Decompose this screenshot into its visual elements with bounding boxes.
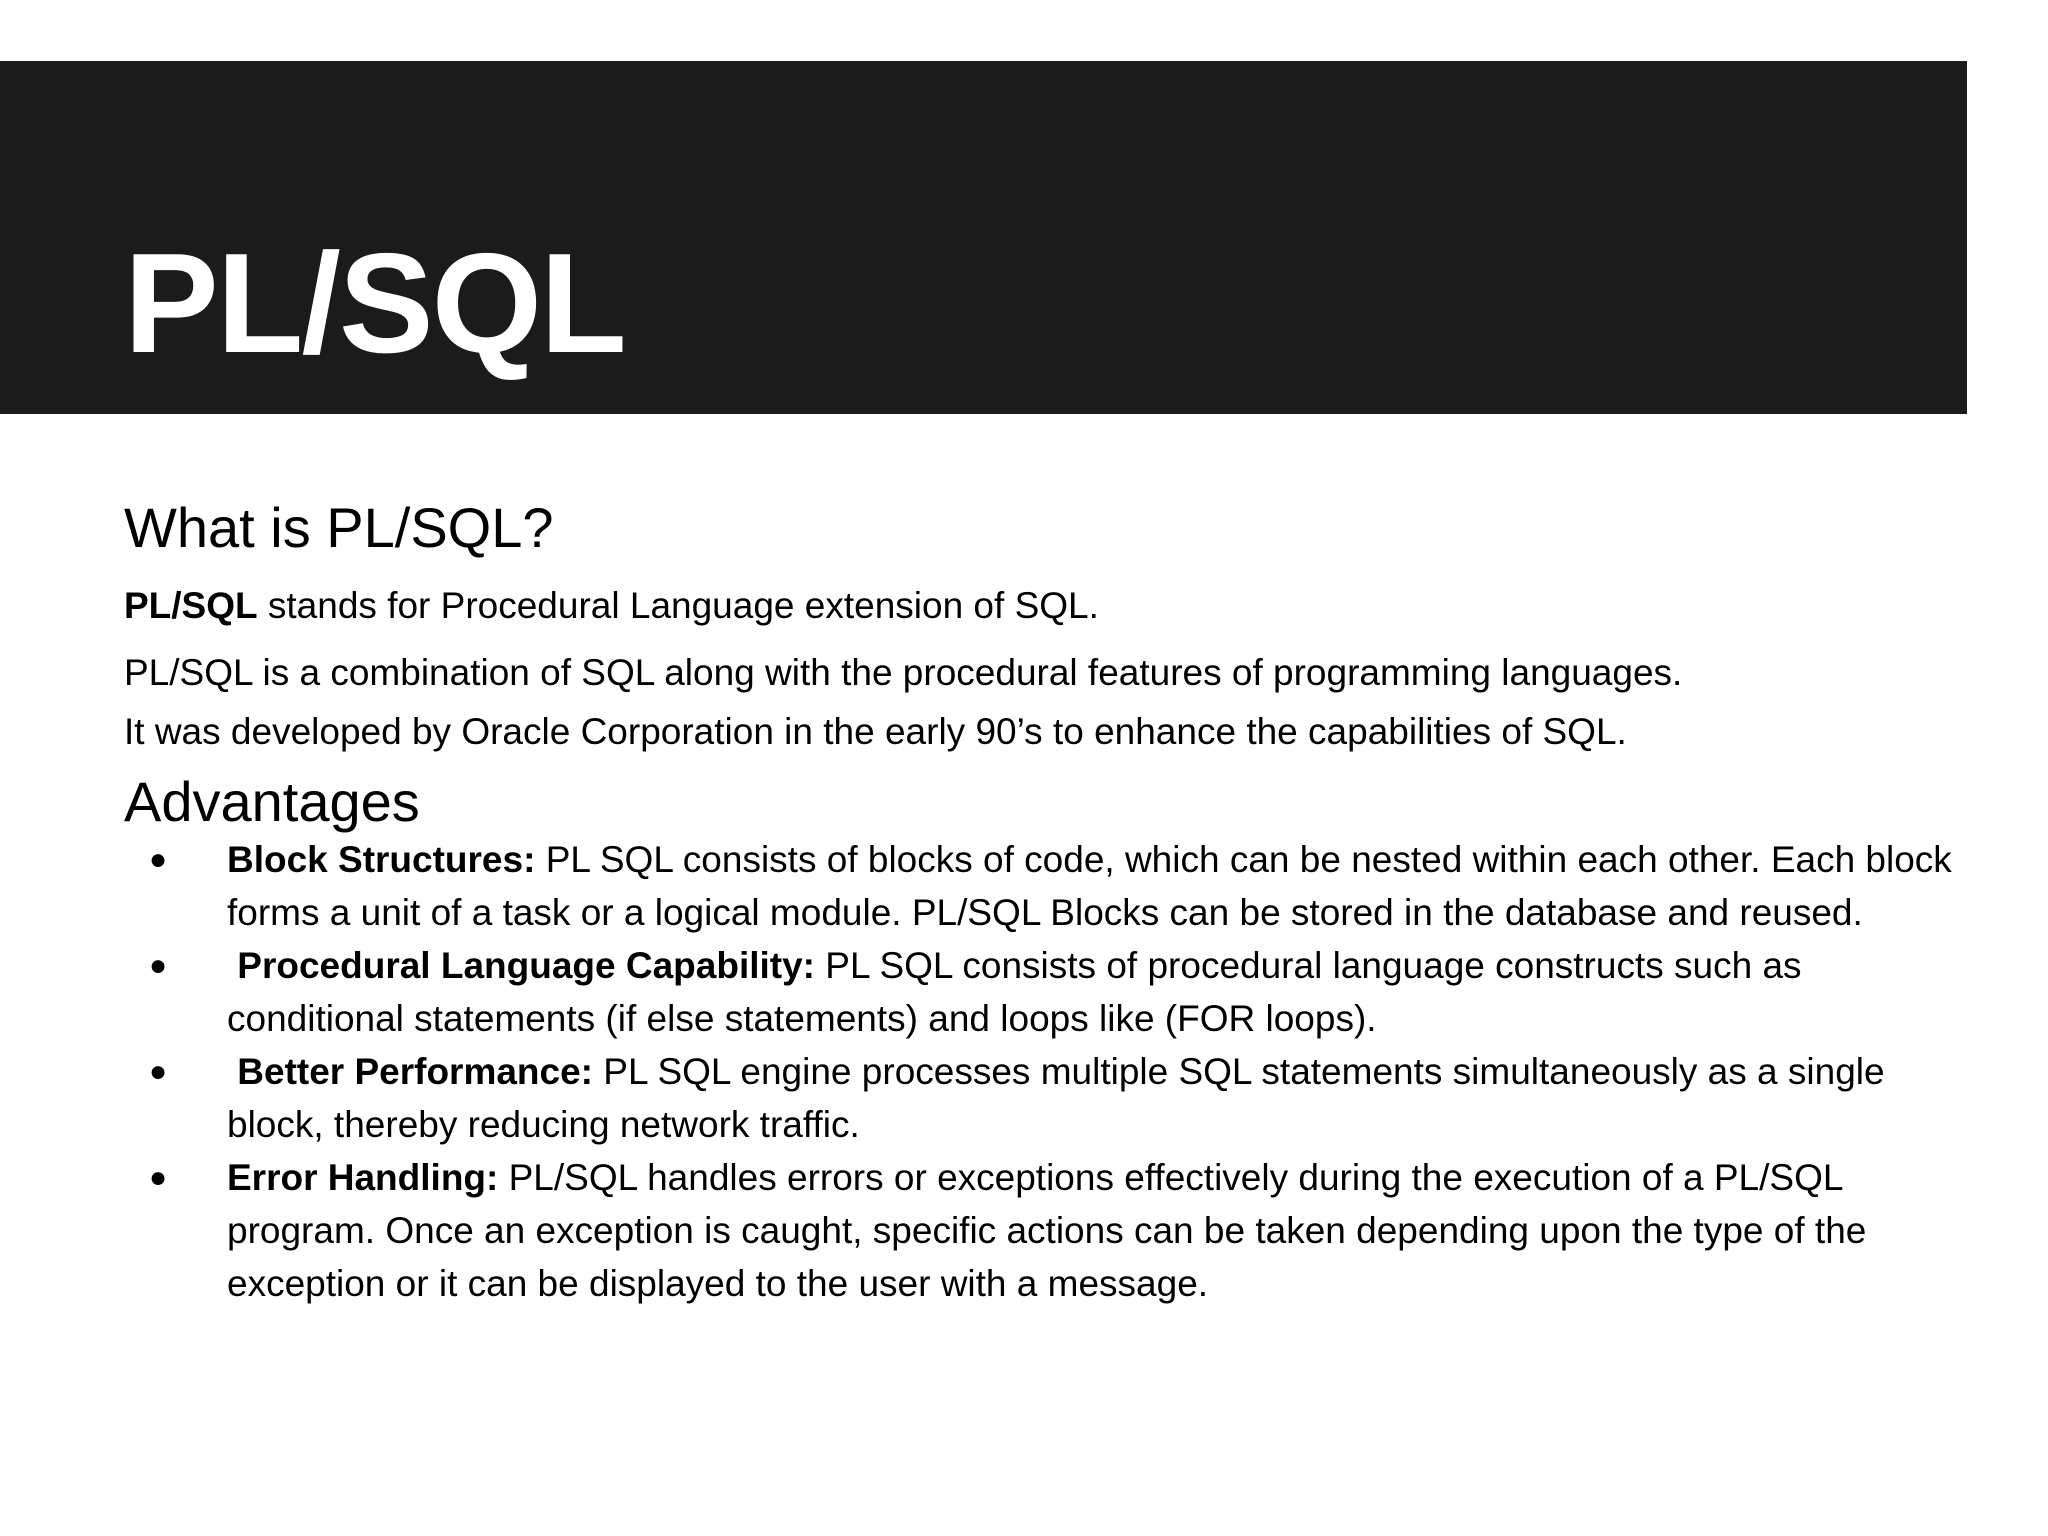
advantage-text: PL SQL consists of procedural language constructs such as conditional statements (if else statements) and loops like (FOR loops). <box>227 944 1802 1039</box>
bullet-icon: ● <box>149 948 168 982</box>
advantage-term: Error Handling: <box>227 1156 499 1198</box>
bullet-icon: ● <box>149 1160 168 1194</box>
definition-term: PL/SQL <box>124 585 258 627</box>
advantage-item-block-structures <box>124 833 1964 939</box>
advantage-term: Better Performance: <box>227 1050 594 1092</box>
advantage-term: Procedural Language Capability: <box>227 944 816 986</box>
advantage-text: PL SQL engine processes multiple SQL statements simultaneously as a single block, thereby reducing network traffic. <box>227 1050 1885 1145</box>
bullet-icon: ● <box>149 1054 168 1088</box>
definition-text: stands for Procedural Language extension of SQL. <box>257 585 1099 627</box>
advantage-item-procedural-language <box>124 939 1964 1045</box>
advantage-text: PL/SQL handles errors or exceptions effectively during the execution of a PL/SQL program. Once an exception is caught, specific actions can be taken depending upon the type of the exception or it can be displayed to the user with a message. <box>227 1156 1867 1304</box>
advantage-item-better-performance <box>124 1045 1964 1151</box>
slide-title: PL/SQL <box>124 224 625 383</box>
slide-body <box>124 496 1964 1310</box>
definition-paragraph <box>124 576 1964 635</box>
history-paragraph: It was developed by Oracle Corporation in the early 90’s to enhance the capabilities of SQL. <box>124 711 1627 753</box>
section-heading-what-is: What is PL/SQL? <box>124 496 554 559</box>
bullet-icon: ● <box>149 842 168 876</box>
combination-paragraph: PL/SQL is a combination of SQL along with the procedural features of programming languages. <box>124 652 1683 694</box>
advantage-term: Block Structures: <box>227 838 536 880</box>
section-heading-advantages: Advantages <box>124 770 420 834</box>
advantage-item-error-handling <box>124 1151 1964 1310</box>
advantage-text: PL SQL consists of blocks of code, which can be nested within each other. Each block forms a unit of a task or a logical module. PL/SQL Blocks can be stored in the database and reused. <box>227 838 1952 933</box>
advantages-list <box>124 833 1964 1310</box>
